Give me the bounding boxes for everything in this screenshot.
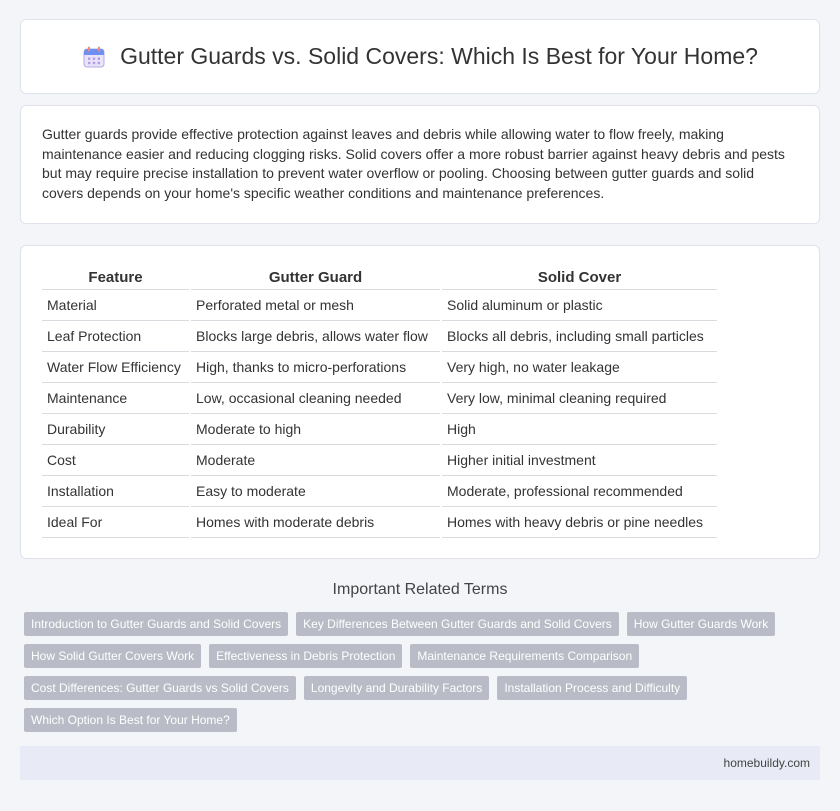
- cell-feature: Maintenance: [42, 383, 189, 414]
- cell-solid-cover: Moderate, professional recommended: [442, 476, 717, 507]
- cell-solid-cover: Homes with heavy debris or pine needles: [442, 507, 717, 538]
- cell-gutter-guard: Blocks large debris, allows water flow: [191, 321, 440, 352]
- intro-card: [20, 105, 820, 224]
- cell-feature: Installation: [42, 476, 189, 507]
- related-term-tag[interactable]: Effectiveness in Debris Protection: [209, 644, 402, 668]
- related-terms-title: Important Related Terms: [332, 581, 508, 598]
- related-term-tag[interactable]: Maintenance Requirements Comparison: [410, 644, 639, 668]
- cell-solid-cover: High: [442, 414, 717, 445]
- tag-row: [24, 612, 824, 636]
- cell-solid-cover: Very low, minimal cleaning required: [442, 383, 717, 414]
- table-row: [42, 290, 717, 321]
- calendar-icon: [82, 45, 106, 69]
- table-row: [42, 383, 717, 414]
- intro-text: Gutter guards provide effective protection against leaves and debris while allowing water to flow freely, making maintenance easier and reducing clogging risks. Solid covers offer a more robust barrier against heavy debris and pests but may require precise installation to prevent water overflow or pooling. Choosing between gutter guards and solid covers depends on your home's specific weather conditions and maintenance preferences.: [42, 126, 785, 201]
- cell-feature: Water Flow Efficiency: [42, 352, 189, 383]
- cell-gutter-guard: Easy to moderate: [191, 476, 440, 507]
- cell-feature: Material: [42, 290, 189, 321]
- footer-site-link[interactable]: homebuildy.com: [723, 756, 810, 770]
- cell-gutter-guard: Perforated metal or mesh: [191, 290, 440, 321]
- comparison-card: [20, 245, 820, 559]
- cell-solid-cover: Very high, no water leakage: [442, 352, 717, 383]
- table-header-row: [42, 264, 717, 290]
- related-term-tag[interactable]: How Solid Gutter Covers Work: [24, 644, 201, 668]
- table-row: [42, 507, 717, 538]
- related-terms-list: [24, 612, 824, 740]
- cell-feature: Durability: [42, 414, 189, 445]
- related-term-tag[interactable]: Longevity and Durability Factors: [304, 676, 489, 700]
- comparison-table: [40, 264, 719, 538]
- cell-solid-cover: Blocks all debris, including small particles: [442, 321, 717, 352]
- cell-gutter-guard: High, thanks to micro-perforations: [191, 352, 440, 383]
- related-term-tag[interactable]: Key Differences Between Gutter Guards and Solid Covers: [296, 612, 619, 636]
- cell-gutter-guard: Low, occasional cleaning needed: [191, 383, 440, 414]
- page-title: Gutter Guards vs. Solid Covers: Which Is Best for Your Home?: [120, 43, 758, 69]
- cell-gutter-guard: Moderate to high: [191, 414, 440, 445]
- cell-feature: Cost: [42, 445, 189, 476]
- tag-row: [24, 644, 824, 668]
- header-gutter-guard: Gutter Guard: [191, 264, 440, 290]
- cell-solid-cover: Solid aluminum or plastic: [442, 290, 717, 321]
- tag-row: [24, 676, 824, 700]
- table-row: [42, 476, 717, 507]
- table-row: [42, 321, 717, 352]
- cell-feature: Leaf Protection: [42, 321, 189, 352]
- footer: [20, 746, 820, 780]
- header-solid-cover: Solid Cover: [442, 264, 717, 290]
- cell-solid-cover: Higher initial investment: [442, 445, 717, 476]
- related-term-tag[interactable]: Which Option Is Best for Your Home?: [24, 708, 237, 732]
- related-term-tag[interactable]: How Gutter Guards Work: [627, 612, 775, 636]
- cell-gutter-guard: Homes with moderate debris: [191, 507, 440, 538]
- table-row: [42, 445, 717, 476]
- table-row: [42, 414, 717, 445]
- title-card: [20, 19, 820, 94]
- related-term-tag[interactable]: Cost Differences: Gutter Guards vs Solid Covers: [24, 676, 296, 700]
- related-term-tag[interactable]: Introduction to Gutter Guards and Solid Covers: [24, 612, 288, 636]
- header-feature: Feature: [42, 264, 189, 290]
- related-term-tag[interactable]: Installation Process and Difficulty: [497, 676, 687, 700]
- cell-feature: Ideal For: [42, 507, 189, 538]
- cell-gutter-guard: Moderate: [191, 445, 440, 476]
- tag-row: [24, 708, 824, 732]
- table-row: [42, 352, 717, 383]
